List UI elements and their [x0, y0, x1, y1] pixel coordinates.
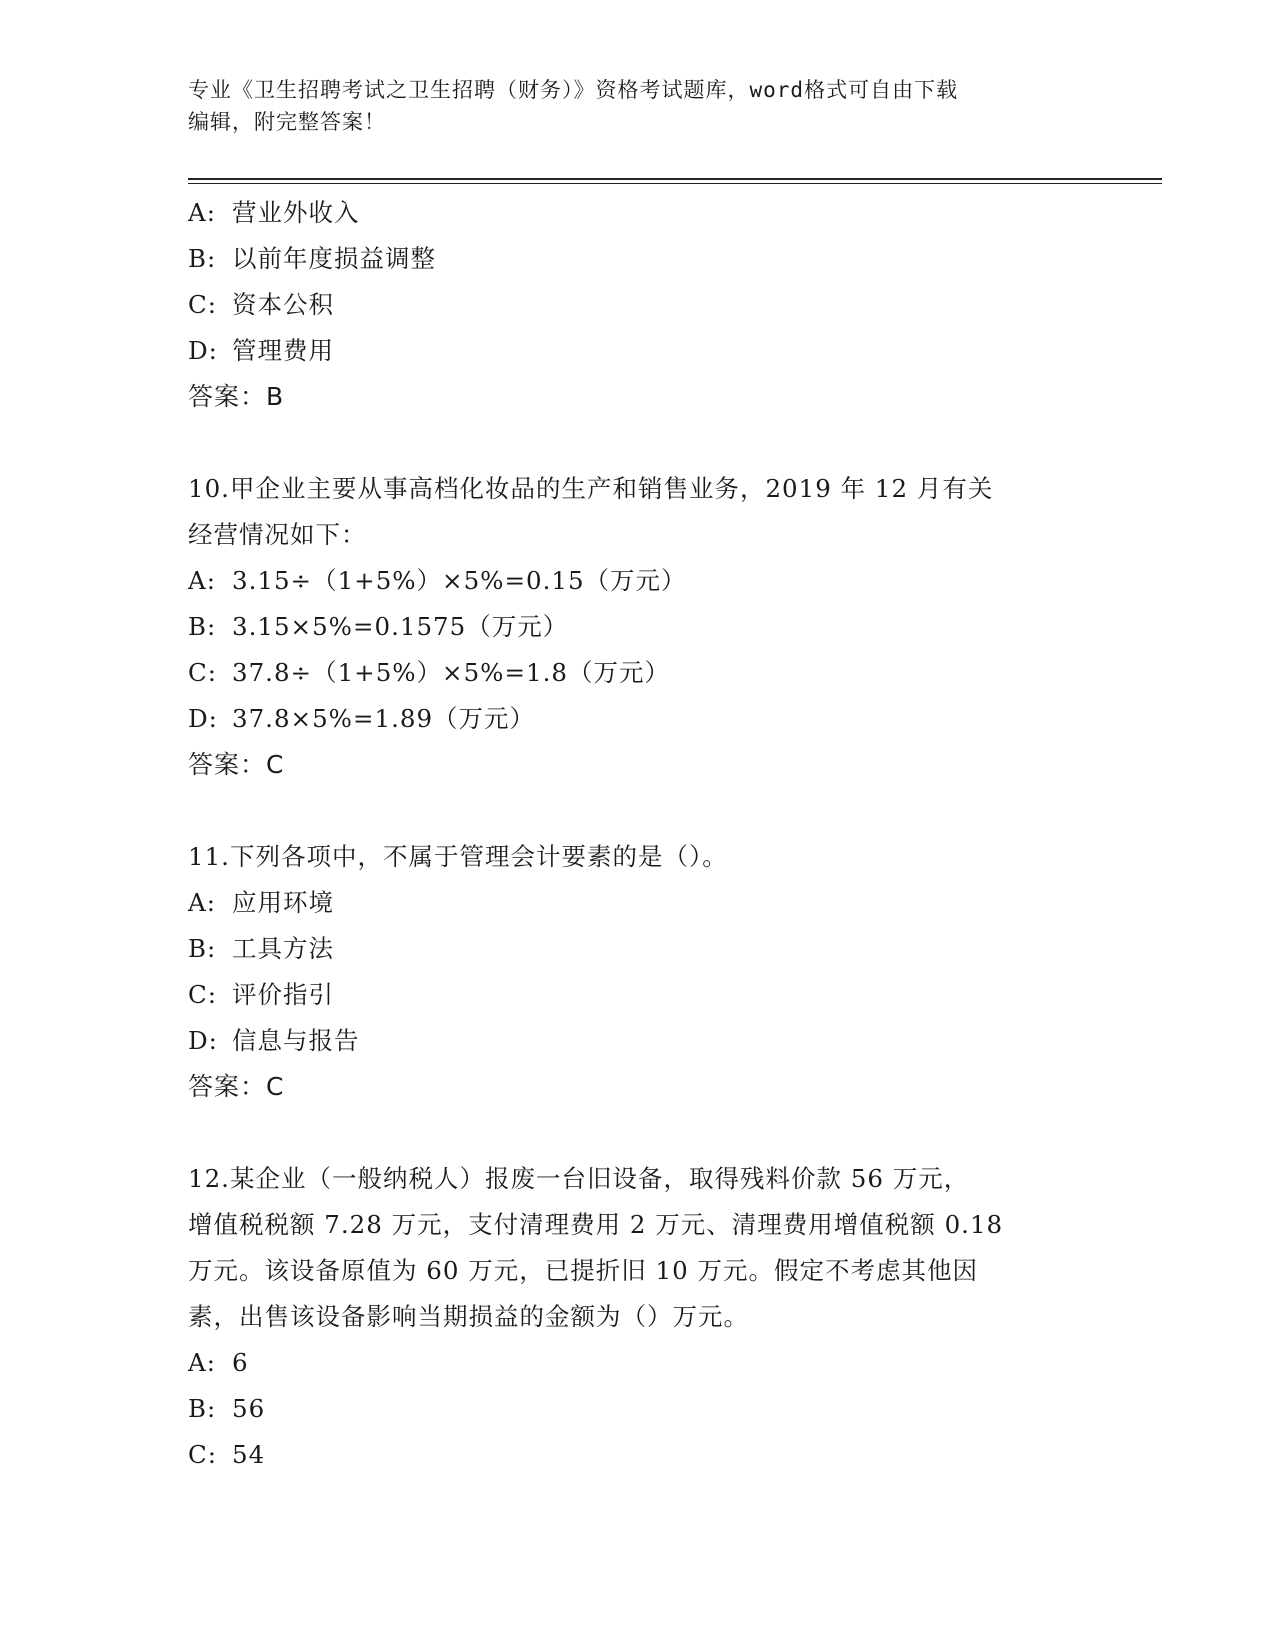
option-b — [188, 604, 1088, 650]
option-letter: B: — [188, 934, 217, 963]
question-11 — [188, 834, 1088, 1110]
option-letter: C: — [188, 980, 218, 1009]
option-text: 管理费用 — [232, 336, 334, 365]
question-stem-line: 11.下列各项中，不属于管理会计要素的是（）。 — [188, 842, 728, 871]
question-stem-line: 12.某企业（一般纳税人）报废一台旧设备，取得残料价款 56 万元， — [188, 1164, 970, 1193]
question-stem-line: 素，出售该设备影响当期损益的金额为（）万元。 — [188, 1302, 749, 1331]
option-letter: D: — [188, 1026, 218, 1055]
option-text: 3.15×5%=0.1575（万元） — [232, 612, 569, 641]
option-c — [188, 972, 1088, 1018]
answer-line: 答案：C — [188, 750, 285, 779]
option-letter: C: — [188, 658, 218, 687]
answer-line: 答案：B — [188, 382, 285, 411]
option-letter: A: — [188, 1348, 216, 1377]
option-d — [188, 696, 1088, 742]
option-letter: C: — [188, 1440, 218, 1469]
question-12 — [188, 1156, 1088, 1478]
option-b — [188, 236, 1088, 282]
option-text: 应用环境 — [232, 888, 334, 917]
option-letter: A: — [188, 888, 216, 917]
header-line-1: 专业《卫生招聘考试之卫生招聘（财务）》资格考试题库，word格式可自由下载 — [188, 78, 959, 102]
option-letter: D: — [188, 336, 218, 365]
option-text: 评价指引 — [232, 980, 334, 1009]
option-c — [188, 1432, 1088, 1478]
option-d — [188, 1018, 1088, 1064]
option-text: 3.15÷（1+5%）×5%=0.15（万元） — [232, 566, 687, 595]
option-text: 以前年度损益调整 — [232, 244, 436, 273]
option-b — [188, 926, 1088, 972]
option-d — [188, 328, 1088, 374]
option-letter: A: — [188, 566, 216, 595]
option-text: 37.8÷（1+5%）×5%=1.8（万元） — [232, 658, 670, 687]
option-c — [188, 282, 1088, 328]
option-a — [188, 1340, 1088, 1386]
option-letter: B: — [188, 612, 217, 641]
question-list — [188, 190, 1088, 1478]
header-divider-thin — [188, 183, 1162, 184]
option-text: 54 — [232, 1440, 266, 1469]
option-a — [188, 190, 1088, 236]
question-10 — [188, 466, 1088, 788]
option-text: 6 — [232, 1348, 249, 1377]
option-text: 信息与报告 — [232, 1026, 360, 1055]
answer-line: 答案：C — [188, 1072, 285, 1101]
question-stem-line: 万元。该设备原值为 60 万元，已提折旧 10 万元。假定不考虑其他因 — [188, 1256, 978, 1285]
question-stem-line: 10.甲企业主要从事高档化妆品的生产和销售业务，2019 年 12 月有关 — [188, 474, 994, 503]
question-9-continued — [188, 190, 1088, 420]
option-letter: D: — [188, 704, 218, 733]
header-divider-thick — [188, 178, 1162, 180]
option-text: 56 — [232, 1394, 266, 1423]
option-letter: C: — [188, 290, 218, 319]
question-stem-line: 经营情况如下： — [188, 520, 367, 549]
header-line-2: 编辑，附完整答案！ — [188, 110, 386, 134]
option-text: 营业外收入 — [232, 198, 360, 227]
option-letter: A: — [188, 198, 216, 227]
option-text: 工具方法 — [232, 934, 334, 963]
option-text: 37.8×5%=1.89（万元） — [232, 704, 536, 733]
option-text: 资本公积 — [232, 290, 334, 319]
option-b — [188, 1386, 1088, 1432]
option-a — [188, 880, 1088, 926]
option-a — [188, 558, 1088, 604]
option-letter: B: — [188, 1394, 217, 1423]
option-letter: B: — [188, 244, 217, 273]
option-c — [188, 650, 1088, 696]
document-header — [188, 74, 1088, 138]
question-stem-line: 增值税税额 7.28 万元，支付清理费用 2 万元、清理费用增值税额 0.18 — [188, 1210, 1004, 1239]
